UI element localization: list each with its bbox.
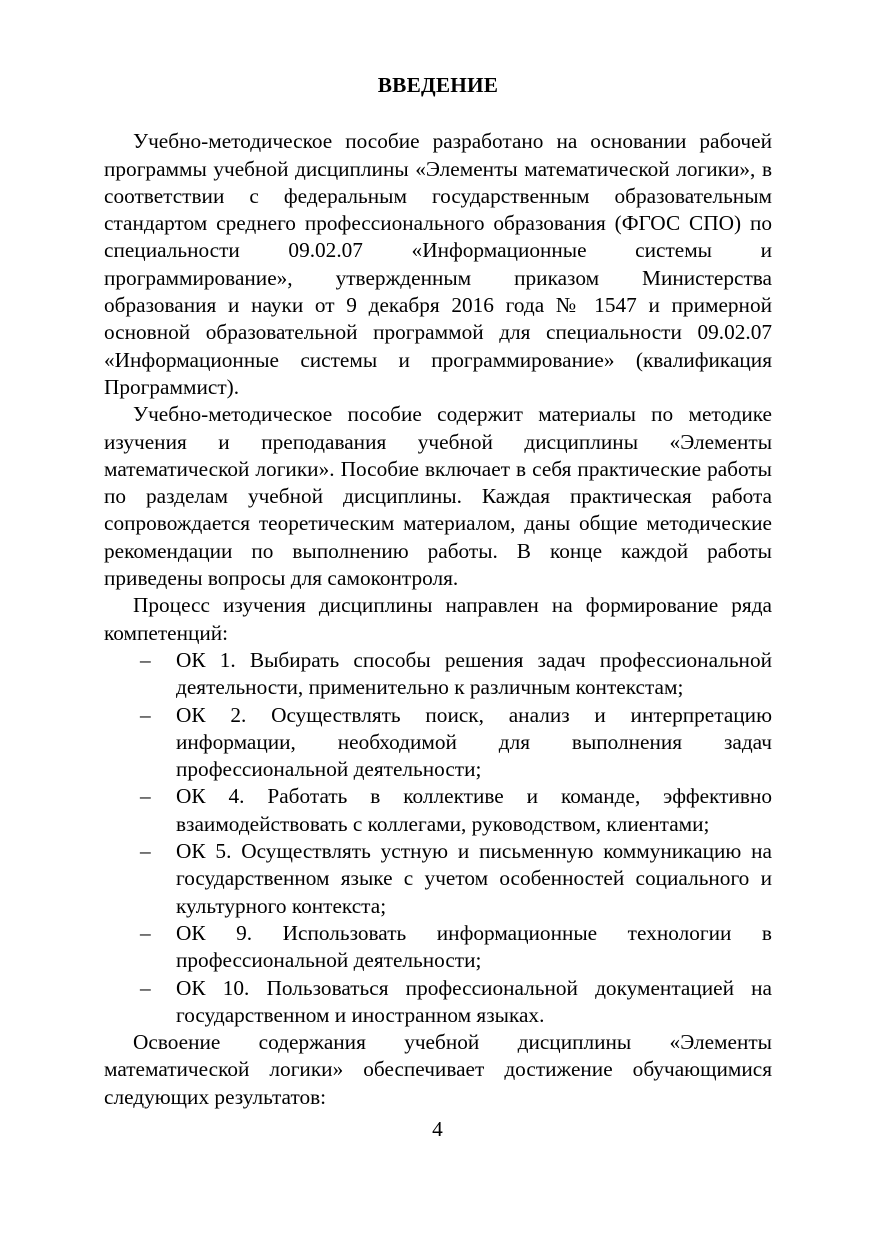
list-dash: –	[140, 975, 151, 1000]
competency-item-ok9	[104, 920, 772, 975]
competency-text: ОК 5. Осуществлять устную и письменную коммуникацию на государственном языке с учетом особенностей социального и культурного контекста;	[176, 839, 772, 918]
competency-item-ok2	[104, 702, 772, 784]
competency-list	[104, 647, 772, 1029]
competency-text: ОК 1. Выбирать способы решения задач профессиональной деятельности, применительно к различным контекстам;	[176, 647, 772, 700]
competency-text: ОК 9. Использовать информационные технологии в профессиональной деятельности;	[176, 920, 772, 973]
paragraph-intro: Учебно-методическое пособие разработано на основании рабочей программы учебной дисциплины «Элементы математической логики», в соответствии с федеральным государственным образовательным стандартом среднего профессионального образования (ФГОС СПО) по специальности 09.02.07 «Информационные системы и программирование», утвержденным приказом Министерства образования и науки от 9 декабря 2016 года № 1547 и примерной основной образовательной программой для специальности 09.02.07 «Информационные системы и программирование» (квалификация Программист).	[104, 129, 772, 399]
list-dash: –	[140, 647, 151, 672]
competency-item-ok1	[104, 647, 772, 702]
competency-item-ok5	[104, 838, 772, 920]
list-dash: –	[140, 839, 151, 864]
competency-item-ok10	[104, 975, 772, 1030]
paragraph-results-lead: Освоение содержания учебной дисциплины «Элементы математической логики» обеспечивает достижение обучающимися следующих результатов:	[104, 1030, 772, 1109]
competency-text: ОК 10. Пользоваться профессиональной документацией на государственном и иностранном языках.	[176, 975, 772, 1027]
paragraph-contents: Учебно-методическое пособие содержит материалы по методике изучения и преподавания учебной дисциплины «Элементы математической логики». Пособие включает в себя практические работы по разделам учебной дисциплины. Каждая практическая работа сопровождается теоретическим материалом, даны общие методические рекомендации по выполнению работы. В конце каждой работы приведены вопросы для самоконтроля.	[104, 402, 772, 591]
list-dash: –	[140, 784, 151, 809]
paragraph-competencies-lead: Процесс изучения дисциплины направлен на формирование ряда компетенций:	[104, 593, 772, 645]
list-dash: –	[140, 920, 151, 945]
list-dash: –	[140, 702, 151, 727]
competency-text: ОК 2. Осуществлять поиск, анализ и интерпретацию информации, необходимой для выполнения задач профессиональной деятельности;	[176, 702, 772, 782]
page-number: 4	[432, 1117, 443, 1141]
section-title: ВВЕДЕНИЕ	[377, 73, 499, 97]
document-page	[104, 62, 772, 1111]
competency-item-ok4	[104, 783, 772, 838]
competency-text: ОК 4. Работать в коллективе и команде, эффективно взаимодействовать с коллегами, руководством, клиентами;	[176, 784, 772, 836]
